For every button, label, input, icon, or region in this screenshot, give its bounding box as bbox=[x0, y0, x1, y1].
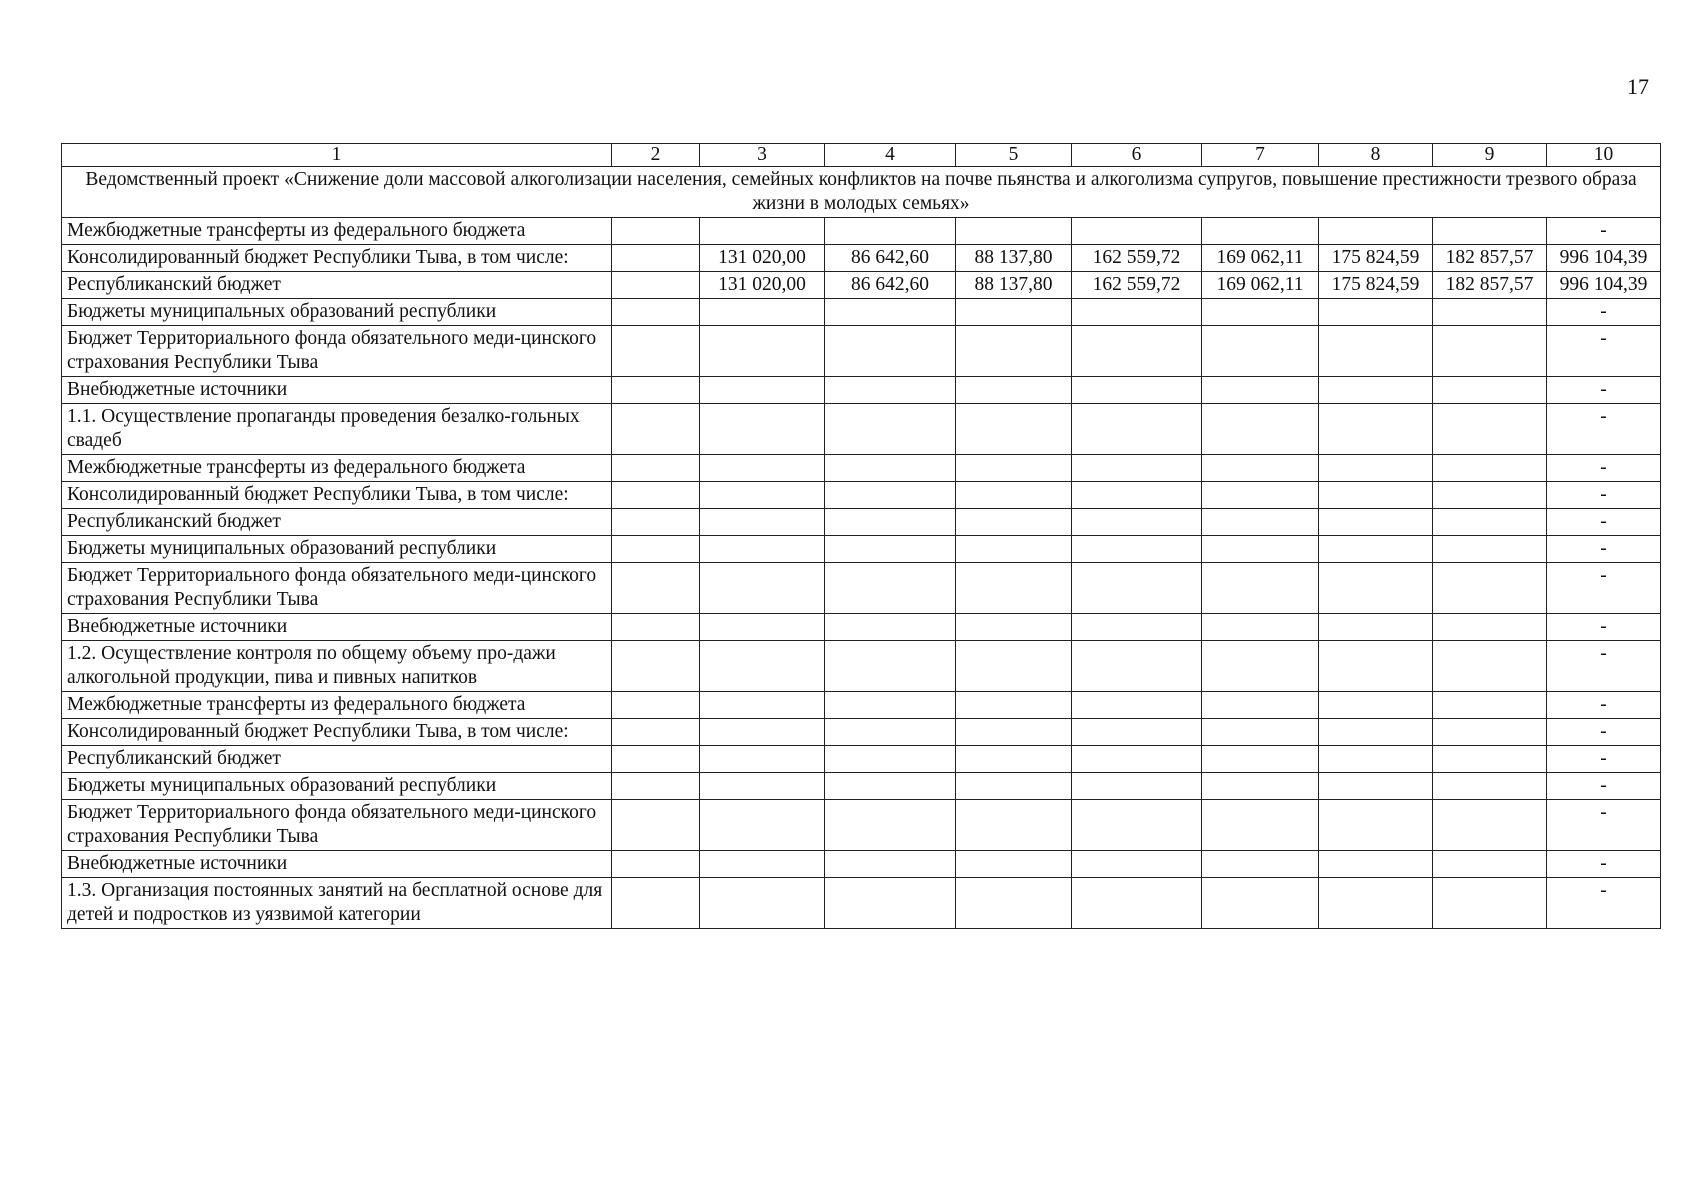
table-cell bbox=[956, 404, 1072, 455]
table-cell bbox=[1072, 509, 1202, 536]
table-cell bbox=[1072, 377, 1202, 404]
table-cell: 162 559,72 bbox=[1072, 272, 1202, 299]
table-cell bbox=[1202, 851, 1319, 878]
table-cell: - bbox=[1547, 692, 1661, 719]
table-cell bbox=[1433, 773, 1547, 800]
table-cell bbox=[956, 482, 1072, 509]
table-cell bbox=[1319, 509, 1433, 536]
table-cell bbox=[1433, 377, 1547, 404]
table-cell bbox=[1319, 692, 1433, 719]
table-cell bbox=[1202, 299, 1319, 326]
table-cell bbox=[956, 536, 1072, 563]
table-cell bbox=[1072, 800, 1202, 851]
table-cell bbox=[1072, 455, 1202, 482]
table-row bbox=[62, 326, 1661, 377]
table-cell bbox=[1319, 878, 1433, 929]
row-label: Бюджет Территориального фонда обязательного меди-цинского страхования Республики Тыва bbox=[62, 800, 612, 851]
table-cell: - bbox=[1547, 509, 1661, 536]
table-cell bbox=[956, 218, 1072, 245]
table-cell bbox=[700, 455, 825, 482]
table-row bbox=[62, 563, 1661, 614]
table-cell bbox=[825, 326, 956, 377]
table-cell bbox=[612, 509, 700, 536]
table-cell bbox=[1319, 482, 1433, 509]
table-cell bbox=[1202, 719, 1319, 746]
table-cell bbox=[1319, 851, 1433, 878]
table-cell: - bbox=[1547, 218, 1661, 245]
table-cell bbox=[612, 326, 700, 377]
table-cell bbox=[825, 851, 956, 878]
table-cell bbox=[612, 455, 700, 482]
table-cell bbox=[700, 800, 825, 851]
table-cell bbox=[1202, 773, 1319, 800]
table-cell bbox=[825, 377, 956, 404]
column-header: 8 bbox=[1319, 144, 1433, 167]
table-cell bbox=[1202, 455, 1319, 482]
table-cell bbox=[1433, 878, 1547, 929]
table-cell: 169 062,11 bbox=[1202, 245, 1319, 272]
table-cell: - bbox=[1547, 800, 1661, 851]
table-cell bbox=[612, 245, 700, 272]
table-cell bbox=[956, 719, 1072, 746]
table-cell bbox=[1202, 641, 1319, 692]
column-header: 6 bbox=[1072, 144, 1202, 167]
table-cell: - bbox=[1547, 482, 1661, 509]
table-cell bbox=[1433, 746, 1547, 773]
table-cell bbox=[1202, 404, 1319, 455]
table-cell bbox=[1072, 536, 1202, 563]
table-cell bbox=[1319, 218, 1433, 245]
table-row bbox=[62, 482, 1661, 509]
table-cell bbox=[612, 800, 700, 851]
table-cell bbox=[700, 851, 825, 878]
table-cell: 88 137,80 bbox=[956, 245, 1072, 272]
table-cell bbox=[1202, 878, 1319, 929]
table-cell bbox=[1202, 692, 1319, 719]
table-cell bbox=[1433, 509, 1547, 536]
table-cell bbox=[700, 509, 825, 536]
table-cell bbox=[1072, 851, 1202, 878]
table-cell: 175 824,59 bbox=[1319, 245, 1433, 272]
row-label: Консолидированный бюджет Республики Тыва, в том числе: bbox=[62, 482, 612, 509]
column-header: 10 bbox=[1547, 144, 1661, 167]
table-cell bbox=[1319, 719, 1433, 746]
row-label: Внебюджетные источники bbox=[62, 377, 612, 404]
table-cell bbox=[1202, 746, 1319, 773]
table-row bbox=[62, 377, 1661, 404]
table-row bbox=[62, 536, 1661, 563]
table-row bbox=[62, 614, 1661, 641]
table-cell bbox=[612, 536, 700, 563]
row-label: Консолидированный бюджет Республики Тыва, в том числе: bbox=[62, 719, 612, 746]
row-label: 1.3. Организация постоянных занятий на бесплатной основе для детей и подростков из уязвимой категории bbox=[62, 878, 612, 929]
table-cell bbox=[700, 773, 825, 800]
table-row bbox=[62, 455, 1661, 482]
table-cell: - bbox=[1547, 614, 1661, 641]
table-cell bbox=[612, 719, 700, 746]
table-cell bbox=[1319, 563, 1433, 614]
table-cell: 86 642,60 bbox=[825, 272, 956, 299]
table-cell bbox=[956, 563, 1072, 614]
table-cell: 182 857,57 bbox=[1433, 272, 1547, 299]
table-cell bbox=[825, 878, 956, 929]
table-cell bbox=[825, 482, 956, 509]
table-cell: - bbox=[1547, 377, 1661, 404]
table-cell bbox=[1319, 377, 1433, 404]
row-label: Бюджет Территориального фонда обязательного меди-цинского страхования Республики Тыва bbox=[62, 563, 612, 614]
budget-table bbox=[61, 143, 1661, 929]
row-label: Внебюджетные источники bbox=[62, 614, 612, 641]
table-cell bbox=[1319, 746, 1433, 773]
table-cell bbox=[1319, 404, 1433, 455]
table-cell bbox=[1072, 773, 1202, 800]
table-row bbox=[62, 773, 1661, 800]
table-cell: - bbox=[1547, 641, 1661, 692]
table-cell bbox=[1202, 218, 1319, 245]
table-cell bbox=[1072, 641, 1202, 692]
table-cell bbox=[700, 746, 825, 773]
table-cell bbox=[612, 641, 700, 692]
table-cell: 996 104,39 bbox=[1547, 272, 1661, 299]
table-cell bbox=[1433, 851, 1547, 878]
table-cell bbox=[1433, 719, 1547, 746]
table-cell bbox=[1433, 218, 1547, 245]
table-cell bbox=[956, 692, 1072, 719]
table-cell: - bbox=[1547, 719, 1661, 746]
table-cell bbox=[612, 692, 700, 719]
table-cell bbox=[1433, 455, 1547, 482]
table-cell: 86 642,60 bbox=[825, 245, 956, 272]
row-label: Бюджеты муниципальных образований республики bbox=[62, 299, 612, 326]
table-cell bbox=[612, 404, 700, 455]
table-cell bbox=[825, 536, 956, 563]
table-cell bbox=[1319, 455, 1433, 482]
table-row bbox=[62, 299, 1661, 326]
table-cell bbox=[612, 851, 700, 878]
table-cell bbox=[825, 692, 956, 719]
table-cell bbox=[700, 299, 825, 326]
table-cell: 169 062,11 bbox=[1202, 272, 1319, 299]
table-cell: 175 824,59 bbox=[1319, 272, 1433, 299]
table-cell bbox=[1433, 692, 1547, 719]
table-cell: 162 559,72 bbox=[1072, 245, 1202, 272]
table-cell bbox=[700, 878, 825, 929]
table-cell bbox=[1072, 482, 1202, 509]
table-cell bbox=[700, 719, 825, 746]
row-label: Бюджеты муниципальных образований республики bbox=[62, 773, 612, 800]
table-cell bbox=[825, 299, 956, 326]
table-cell: - bbox=[1547, 536, 1661, 563]
table-cell bbox=[1202, 563, 1319, 614]
row-label: Консолидированный бюджет Республики Тыва, в том числе: bbox=[62, 245, 612, 272]
table-cell bbox=[1202, 614, 1319, 641]
table-cell bbox=[700, 326, 825, 377]
table-row bbox=[62, 272, 1661, 299]
table-row bbox=[62, 218, 1661, 245]
table-row bbox=[62, 509, 1661, 536]
table-row bbox=[62, 404, 1661, 455]
table-cell bbox=[956, 377, 1072, 404]
table-cell bbox=[1072, 326, 1202, 377]
table-cell bbox=[1202, 800, 1319, 851]
table-cell bbox=[1319, 326, 1433, 377]
table-cell: - bbox=[1547, 746, 1661, 773]
table-cell bbox=[612, 377, 700, 404]
row-label: Республиканский бюджет bbox=[62, 272, 612, 299]
row-label: Республиканский бюджет bbox=[62, 746, 612, 773]
table-cell bbox=[825, 218, 956, 245]
table-cell bbox=[825, 719, 956, 746]
table-cell bbox=[612, 299, 700, 326]
table-cell: - bbox=[1547, 455, 1661, 482]
table-cell bbox=[956, 746, 1072, 773]
table-cell bbox=[700, 614, 825, 641]
page-number: 17 bbox=[1627, 74, 1649, 99]
column-header: 1 bbox=[62, 144, 612, 167]
row-label: Республиканский бюджет bbox=[62, 509, 612, 536]
table-cell bbox=[1072, 404, 1202, 455]
table-cell bbox=[1202, 377, 1319, 404]
table-cell bbox=[612, 218, 700, 245]
table-cell: 182 857,57 bbox=[1433, 245, 1547, 272]
table-cell bbox=[1202, 536, 1319, 563]
row-label: Межбюджетные трансферты из федерального бюджета bbox=[62, 692, 612, 719]
table-cell bbox=[612, 272, 700, 299]
table-cell: - bbox=[1547, 299, 1661, 326]
table-cell bbox=[1072, 563, 1202, 614]
table-cell bbox=[612, 746, 700, 773]
table-cell bbox=[825, 746, 956, 773]
table-cell bbox=[825, 614, 956, 641]
row-label: Бюджеты муниципальных образований республики bbox=[62, 536, 612, 563]
table-cell: - bbox=[1547, 404, 1661, 455]
table-cell bbox=[1202, 509, 1319, 536]
table-cell bbox=[956, 851, 1072, 878]
table-cell bbox=[1433, 800, 1547, 851]
table-cell bbox=[1072, 692, 1202, 719]
table-cell bbox=[1433, 614, 1547, 641]
table-cell bbox=[1319, 800, 1433, 851]
column-header: 2 bbox=[612, 144, 700, 167]
table-row bbox=[62, 245, 1661, 272]
table-cell bbox=[825, 800, 956, 851]
table-cell: 996 104,39 bbox=[1547, 245, 1661, 272]
table-cell bbox=[700, 482, 825, 509]
table-cell bbox=[700, 536, 825, 563]
column-header: 7 bbox=[1202, 144, 1319, 167]
table-cell bbox=[1202, 326, 1319, 377]
row-label: Межбюджетные трансферты из федерального бюджета bbox=[62, 455, 612, 482]
table-cell: - bbox=[1547, 773, 1661, 800]
table-cell bbox=[1202, 482, 1319, 509]
table-cell bbox=[1433, 404, 1547, 455]
table-cell bbox=[956, 509, 1072, 536]
table-cell bbox=[956, 326, 1072, 377]
table-cell bbox=[956, 641, 1072, 692]
table-cell bbox=[956, 455, 1072, 482]
table-cell bbox=[1072, 746, 1202, 773]
table-cell bbox=[700, 377, 825, 404]
table-cell bbox=[1433, 482, 1547, 509]
table-cell bbox=[956, 773, 1072, 800]
row-label: Внебюджетные источники bbox=[62, 851, 612, 878]
table-cell bbox=[1433, 326, 1547, 377]
row-label: 1.1. Осуществление пропаганды проведения безалко-гольных свадеб bbox=[62, 404, 612, 455]
table-cell bbox=[825, 773, 956, 800]
table-cell bbox=[1319, 773, 1433, 800]
table-cell bbox=[825, 455, 956, 482]
table-cell bbox=[700, 563, 825, 614]
table-cell bbox=[612, 614, 700, 641]
table-row bbox=[62, 719, 1661, 746]
column-number-row bbox=[62, 144, 1661, 167]
table-cell bbox=[1072, 218, 1202, 245]
table-row bbox=[62, 878, 1661, 929]
table-row bbox=[62, 746, 1661, 773]
column-header: 9 bbox=[1433, 144, 1547, 167]
table-cell bbox=[956, 800, 1072, 851]
table-row bbox=[62, 641, 1661, 692]
table-cell bbox=[956, 614, 1072, 641]
table-cell bbox=[612, 482, 700, 509]
table-cell bbox=[700, 218, 825, 245]
table-cell: - bbox=[1547, 878, 1661, 929]
project-title: Ведомственный проект «Снижение доли массовой алкоголизации населения, семейных конфликтов на почве пьянства и алкоголизма супругов, повышение престижности трезвого образа жизни в молодых семьях» bbox=[62, 167, 1661, 218]
table-cell bbox=[1319, 641, 1433, 692]
table-cell: - bbox=[1547, 563, 1661, 614]
table-cell bbox=[612, 563, 700, 614]
table-cell: 131 020,00 bbox=[700, 272, 825, 299]
table-cell: 131 020,00 bbox=[700, 245, 825, 272]
table-cell: 88 137,80 bbox=[956, 272, 1072, 299]
table-cell bbox=[825, 563, 956, 614]
table-cell bbox=[700, 692, 825, 719]
table-cell bbox=[825, 509, 956, 536]
table-row bbox=[62, 692, 1661, 719]
table-row bbox=[62, 800, 1661, 851]
column-header: 4 bbox=[825, 144, 956, 167]
table-cell bbox=[1319, 536, 1433, 563]
table-cell: - bbox=[1547, 326, 1661, 377]
table-cell bbox=[612, 773, 700, 800]
table-cell bbox=[1433, 536, 1547, 563]
table-cell bbox=[825, 404, 956, 455]
table-cell bbox=[956, 878, 1072, 929]
row-label: Межбюджетные трансферты из федерального бюджета bbox=[62, 218, 612, 245]
row-label: 1.2. Осуществление контроля по общему объему про-дажи алкогольной продукции, пива и пивных напитков bbox=[62, 641, 612, 692]
table-cell bbox=[1433, 641, 1547, 692]
table-cell bbox=[1319, 299, 1433, 326]
table-cell bbox=[1072, 878, 1202, 929]
table-cell bbox=[1433, 563, 1547, 614]
table-cell: - bbox=[1547, 851, 1661, 878]
table-cell bbox=[1433, 299, 1547, 326]
table-cell bbox=[1319, 614, 1433, 641]
column-header: 3 bbox=[700, 144, 825, 167]
table-cell bbox=[1072, 299, 1202, 326]
table-cell bbox=[825, 641, 956, 692]
table-cell bbox=[1072, 614, 1202, 641]
table-cell bbox=[956, 299, 1072, 326]
table-cell bbox=[612, 878, 700, 929]
table-cell bbox=[700, 641, 825, 692]
table-cell bbox=[700, 404, 825, 455]
table-cell bbox=[1072, 719, 1202, 746]
row-label: Бюджет Территориального фонда обязательного меди-цинского страхования Республики Тыва bbox=[62, 326, 612, 377]
column-header: 5 bbox=[956, 144, 1072, 167]
project-title-row bbox=[62, 167, 1661, 218]
table-row bbox=[62, 851, 1661, 878]
